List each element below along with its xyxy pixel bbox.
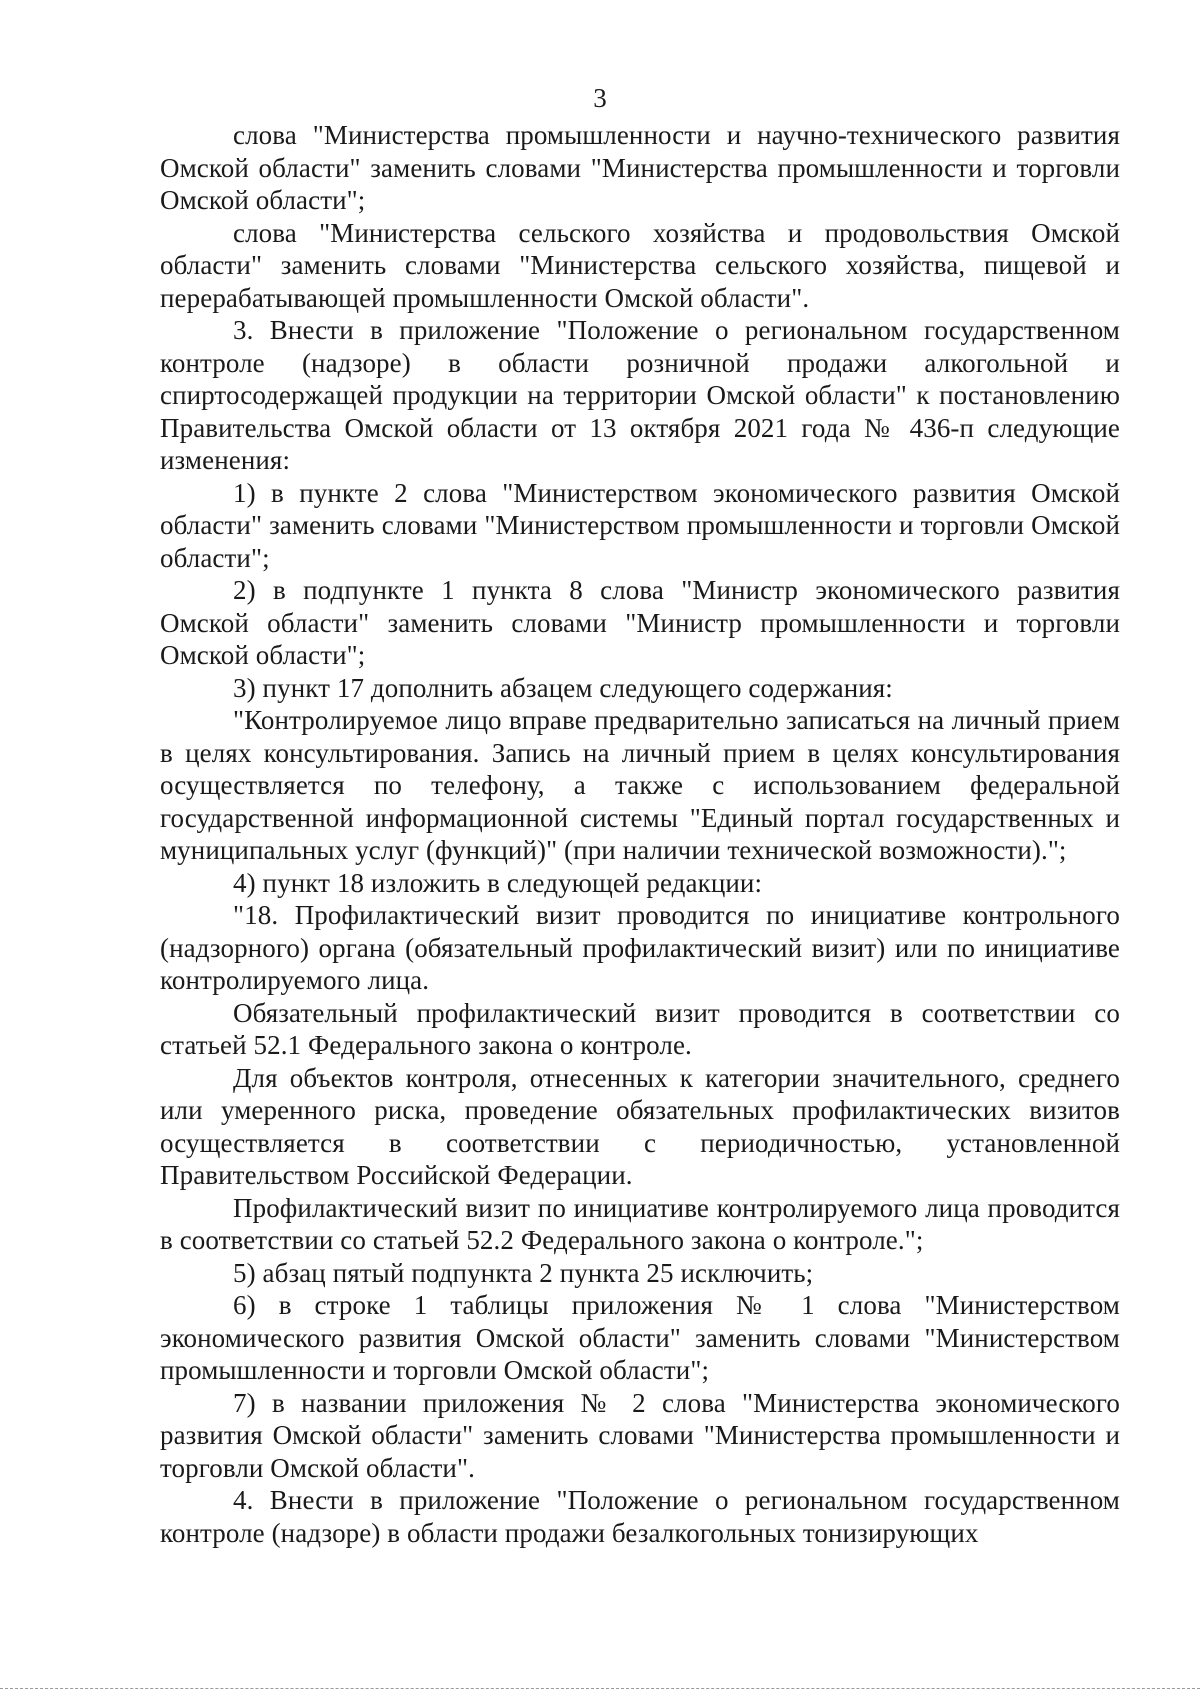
paragraph: 7) в названии приложения № 2 слова "Министерства экономического развития Омской области" заменить словами "Министерства промышленности и торговли Омской области". (160, 1387, 1120, 1483)
paragraph: Для объектов контроля, отнесенных к категории значительного, среднего или умеренного риска, проведение обязательных профилактических визитов осуществляется в соответствии с периодичностью, установленной Правительством Российской Федерации. (160, 1062, 1120, 1190)
paragraph: 3) пункт 17 дополнить абзацем следующего содержания: (233, 672, 893, 703)
page-number: 3 (593, 83, 607, 113)
paragraph: слова "Министерства промышленности и научно-технического развития Омской области" заменить словами "Министерства промышленности и торговли Омской области"; (160, 120, 1120, 215)
scan-edge-line (0, 1688, 1200, 1689)
paragraph: 4) пункт 18 изложить в следующей редакции: (233, 867, 763, 898)
paragraph: 5) абзац пятый подпункта 2 пункта 25 исключить; (233, 1257, 814, 1288)
paragraph: "18. Профилактический визит проводится по инициативе контрольного (надзорного) органа (обязательный профилактический визит) или по инициативе контролируемого лица. (160, 900, 1120, 995)
paragraph: слова "Министерства сельского хозяйства и продовольствия Омской области" заменить словами "Министерства сельского хозяйства, пищевой и перерабатывающей промышленности Омской области". (160, 217, 1120, 313)
paragraph: 3. Внести в приложение "Положение о региональном государственном контроле (надзоре) в области розничной продажи алкогольной и спиртосодержащей продукции на территории Омской области" к постановлению Правительства Омской области от 13 октября 2021 года № 436-п следующие изменения: (160, 315, 1120, 475)
paragraph: Профилактический визит по инициативе контролируемого лица проводится в соответствии со статьей 52.2 Федерального закона о контроле."; (160, 1192, 1120, 1255)
paragraph: 1) в пункте 2 слова "Министерством экономического развития Омской области" заменить словами "Министерством промышленности и торговли Омской области"; (160, 477, 1120, 573)
paragraph: 6) в строке 1 таблицы приложения № 1 слова "Министерством экономического развития Омской области" заменить словами "Министерством промышленности и торговли Омской области"; (160, 1290, 1120, 1385)
paragraph: "Контролируемое лицо вправе предварительно записаться на личный прием в целях консультирования. Запись на личный прием в целях консультирования осуществляется по телефону, а также с использованием федеральной государственной информационной системы "Единый портал государственных и муниципальных услуг (функций)" (при наличии технической возможности)."; (160, 705, 1120, 865)
paragraph: Обязательный профилактический визит проводится в соответствии со статьей 52.1 Федерального закона о контроле. (160, 997, 1120, 1060)
paragraph: 4. Внести в приложение "Положение о региональном государственном контроле (надзоре) в области продажи безалкогольных тонизирующих (160, 1485, 1120, 1548)
paragraph: 2) в подпункте 1 пункта 8 слова "Министр экономического развития Омской области" заменить словами "Министр промышленности и торговли Омской области"; (160, 575, 1120, 670)
document-body (160, 119, 1120, 1549)
